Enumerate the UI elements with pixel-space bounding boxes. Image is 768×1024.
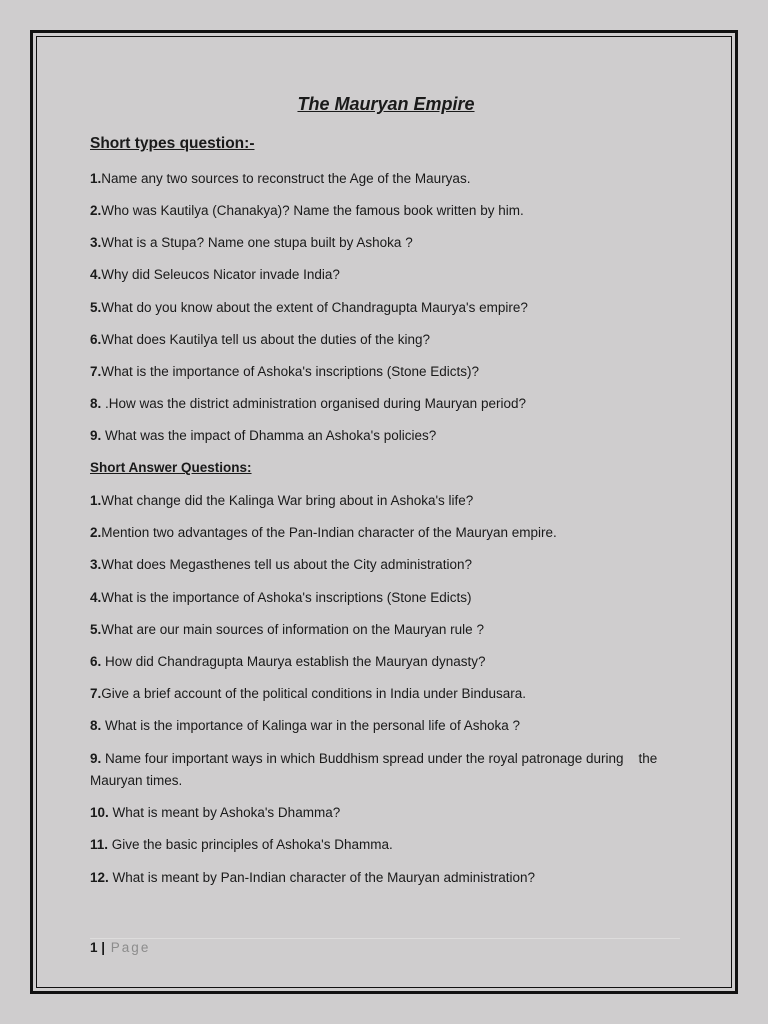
item-text: What change did the Kalinga War bring about in Ashoka's life? [101,493,474,508]
list-item [90,834,685,856]
item-text: What is meant by Ashoka's Dhamma? [108,805,341,820]
item-number: 1. [90,493,102,508]
list-item [90,393,685,415]
item-number: 10. [90,805,109,820]
item-number: 4. [90,267,102,282]
item-number: 7. [90,364,102,379]
list-item [90,554,685,576]
page-label: Page [105,940,151,955]
list-item [90,522,685,544]
item-text: How did Chandragupta Maurya establish the Mauryan dynasty? [101,654,486,669]
item-number: 2. [90,203,102,218]
item-text: What is the importance of Kalinga war in the personal life of Ashoka ? [101,718,520,733]
item-number: 5. [90,300,102,315]
list-item [90,748,685,792]
footer-divider [90,938,680,939]
page-footer [90,940,150,955]
list-item [90,264,685,286]
section-heading-short-types: Short types question:- [90,135,255,152]
list-item [90,619,685,641]
item-number: 11. [90,837,109,852]
item-number: 3. [90,557,102,572]
item-text: Give a brief account of the political conditions in India under Bindusara. [101,686,527,701]
item-text: Give the basic principles of Ashoka's Dhamma. [108,837,393,852]
item-number: 1. [90,171,102,186]
item-text: Who was Kautilya (Chanakya)? Name the famous book written by him. [101,203,524,218]
item-text: What does Kautilya tell us about the duties of the king? [101,332,430,347]
section-heading-short-answer: Short Answer Questions: [90,460,252,475]
item-text: What is a Stupa? Name one stupa built by Ashoka ? [101,235,413,250]
item-text: What is the importance of Ashoka's inscriptions (Stone Edicts) [101,590,472,605]
list-item [90,297,685,319]
item-number: 2. [90,525,102,540]
item-text: What is the importance of Ashoka's inscriptions (Stone Edicts)? [101,364,480,379]
page-number: 1 | [90,940,106,955]
item-number: 8. [90,718,102,733]
list-item [90,802,685,824]
item-text: Name four important ways in which Buddhism spread under the royal patronage during the Mauryan times. [90,751,662,788]
list-item [90,651,685,673]
list-item [90,490,685,512]
item-number: 4. [90,590,102,605]
item-text: What was the impact of Dhamma an Ashoka's policies? [101,428,437,443]
item-number: 9. [90,751,102,766]
item-text: What are our main sources of information on the Mauryan rule ? [101,622,484,637]
list-item [90,168,685,190]
item-number: 7. [90,686,102,701]
item-text: What do you know about the extent of Chandragupta Maurya's empire? [101,300,528,315]
list-item [90,200,685,222]
list-item [90,683,685,705]
list-item [90,425,685,447]
item-text: What does Megasthenes tell us about the City administration? [101,557,472,572]
item-number: 6. [90,332,102,347]
item-number: 8. [90,396,102,411]
item-text: What is meant by Pan-Indian character of the Mauryan administration? [108,870,535,885]
item-text: Name any two sources to reconstruct the Age of the Mauryas. [101,171,471,186]
list-item [90,361,685,383]
item-number: 3. [90,235,102,250]
list-item [90,715,685,737]
item-number: 12. [90,870,109,885]
item-text: Mention two advantages of the Pan-Indian character of the Mauryan empire. [101,525,557,540]
item-number: 6. [90,654,102,669]
list-item [90,329,685,351]
list-item [90,232,685,254]
list-item [90,587,685,609]
list-item [90,867,685,889]
document-title: The Mauryan Empire [297,94,475,114]
item-number: 5. [90,622,102,637]
item-text: Why did Seleucos Nicator invade India? [101,267,340,282]
item-text: .How was the district administration organised during Mauryan period? [101,396,526,411]
item-number: 9. [90,428,102,443]
